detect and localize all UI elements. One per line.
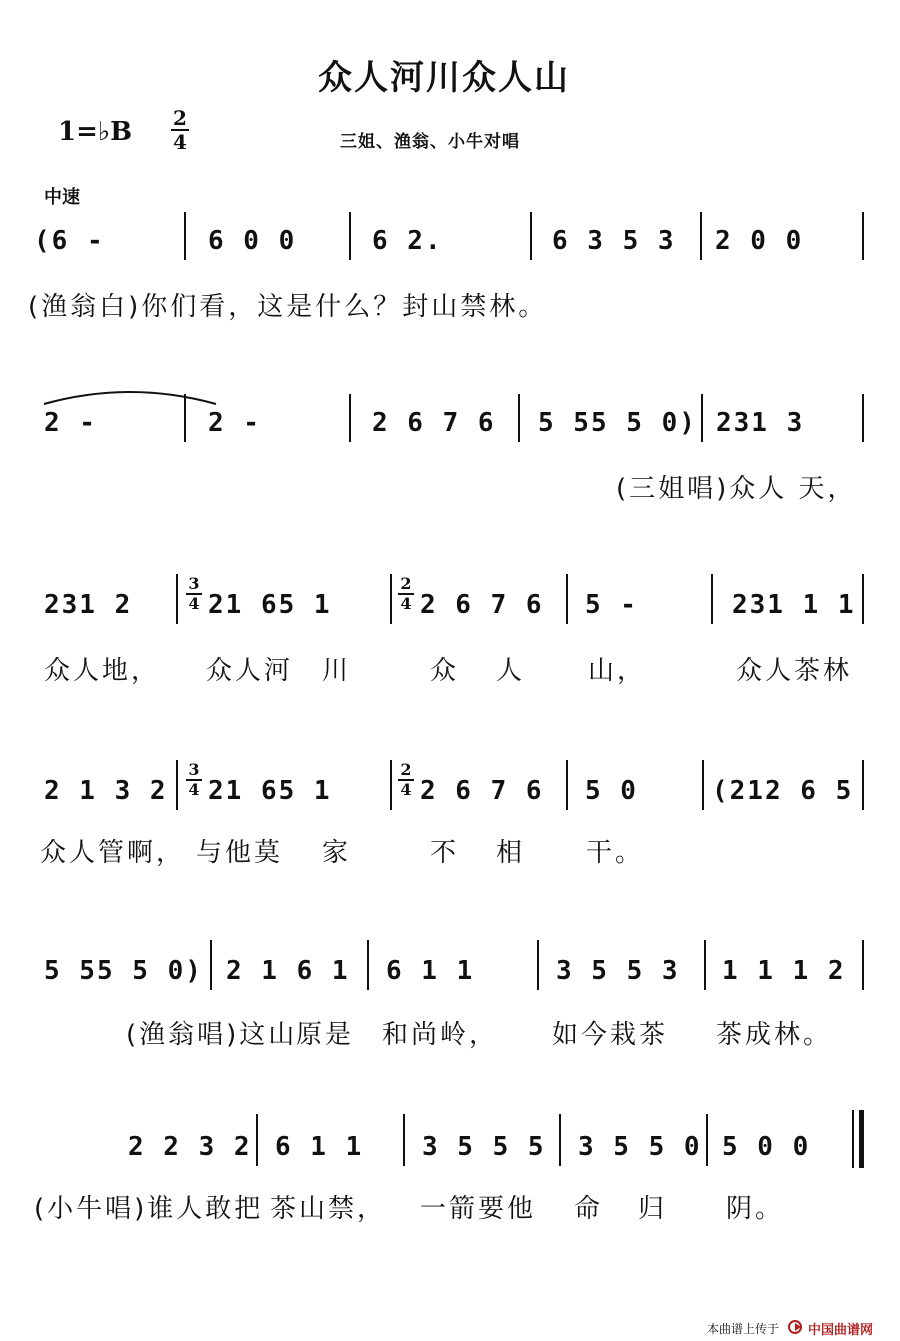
- measure-5-4: 3 5 5 3: [556, 956, 680, 986]
- lyric-word: 山，: [588, 656, 647, 686]
- measure-2-4: 5 55 5 0): [538, 408, 697, 438]
- lyric-word: 众人管啊，: [40, 838, 186, 868]
- lyric-word: 不: [430, 838, 460, 868]
- meter-change: 3 4: [186, 576, 202, 612]
- measure-2-1: 2 -: [44, 408, 97, 438]
- measure-5-2: 2 1 6 1: [226, 956, 350, 986]
- measure-3-1: 231 2: [44, 590, 133, 620]
- barline: [256, 1114, 258, 1166]
- barline: [176, 574, 178, 624]
- site-brand-name[interactable]: 中国曲谱网: [808, 1323, 874, 1338]
- time-signature: [171, 108, 189, 152]
- barline: [704, 940, 706, 990]
- meter-change: 2 4: [398, 762, 414, 798]
- barline: [566, 574, 568, 624]
- lyric-word: 众人地，: [44, 656, 161, 686]
- meter-change: 3 4: [186, 762, 202, 798]
- lyric-line-2: (三姐唱)众人 天，: [616, 474, 857, 504]
- meter-change: 2 4: [398, 576, 414, 612]
- time-signature-top: 2: [173, 106, 187, 130]
- lyric-word: 归: [638, 1194, 668, 1224]
- lyric-word: 家: [322, 838, 352, 868]
- barline: [711, 574, 713, 624]
- lyric-word: 茶成林。: [716, 1020, 833, 1050]
- measure-1-3: 6 2.: [372, 226, 443, 256]
- barline: [390, 574, 392, 624]
- lyric-word: 一箭要他: [420, 1194, 537, 1224]
- lyric-word: 如今栽茶: [552, 1020, 669, 1050]
- measure-1-1: (6 -: [34, 226, 105, 256]
- measure-6-5: 5 0 0: [722, 1132, 811, 1162]
- barline: [530, 212, 532, 260]
- barline: [518, 394, 520, 442]
- lyric-word: 相: [496, 838, 526, 868]
- final-barline-thin: [852, 1110, 854, 1168]
- time-signature-bottom: 4: [173, 130, 187, 154]
- lyric-word: 人: [496, 656, 526, 686]
- slur: [40, 386, 220, 406]
- measure-6-4: 3 5 5 0: [578, 1132, 702, 1162]
- barline: [176, 760, 178, 810]
- upload-credit-text: 本曲谱上传于: [707, 1322, 780, 1336]
- lyric-word: 茶山禁，: [270, 1194, 387, 1224]
- barline: [184, 394, 186, 442]
- tempo-marking: 中速: [44, 187, 80, 208]
- lyric-line-1: (渔翁白)你们看，这是什么？封山禁林。: [28, 292, 548, 322]
- barline: [862, 760, 864, 810]
- barline: [403, 1114, 405, 1166]
- measure-3-3: 2 6 7 6: [420, 590, 544, 620]
- measure-5-3: 6 1 1: [386, 956, 475, 986]
- barline: [862, 574, 864, 624]
- performers-label: 三姐、渔翁、小牛对唱: [340, 132, 520, 152]
- lyric-word: 众人河: [206, 656, 294, 686]
- barline: [862, 394, 864, 442]
- key-signature: 1=♭B: [58, 117, 133, 147]
- measure-3-2: 21 65 1: [208, 590, 332, 620]
- barline: [537, 940, 539, 990]
- measure-5-1: 5 55 5 0): [44, 956, 203, 986]
- barline: [862, 212, 864, 260]
- barline: [701, 394, 703, 442]
- lyric-word: 阴。: [726, 1194, 785, 1224]
- barline: [706, 1114, 708, 1166]
- lyric-word: 与他莫: [196, 838, 284, 868]
- measure-3-5: 231 1 1: [732, 590, 856, 620]
- measure-4-4: 5 0: [585, 776, 638, 806]
- measure-4-3: 2 6 7 6: [420, 776, 544, 806]
- measure-6-1: 2 2 3 2: [128, 1132, 252, 1162]
- measure-4-1: 2 1 3 2: [44, 776, 168, 806]
- measure-3-4: 5 -: [585, 590, 638, 620]
- measure-2-2: 2 -: [208, 408, 261, 438]
- site-logo-icon: [788, 1320, 806, 1334]
- barline: [184, 212, 186, 260]
- barline: [559, 1114, 561, 1166]
- barline: [349, 212, 351, 260]
- measure-1-5: 2 0 0: [715, 226, 804, 256]
- measure-2-3: 2 6 7 6: [372, 408, 496, 438]
- measure-6-2: 6 1 1: [275, 1132, 364, 1162]
- measure-4-2: 21 65 1: [208, 776, 332, 806]
- barline: [210, 940, 212, 990]
- measure-4-5: (212 6 5: [712, 776, 854, 806]
- barline: [566, 760, 568, 810]
- barline: [367, 940, 369, 990]
- barline: [349, 394, 351, 442]
- lyric-word: 干。: [586, 838, 645, 868]
- measure-6-3: 3 5 5 5: [422, 1132, 546, 1162]
- measure-2-5: 231 3: [716, 408, 805, 438]
- lyric-word: (小牛唱)谁人敢把: [34, 1194, 264, 1224]
- measure-1-4: 6 3 5 3: [552, 226, 676, 256]
- lyric-word: 众: [430, 656, 460, 686]
- lyric-word: 川: [322, 656, 352, 686]
- lyric-word: (渔翁唱)这山: [126, 1020, 298, 1050]
- measure-5-5: 1 1 1 2: [722, 956, 846, 986]
- barline: [700, 212, 702, 260]
- barline: [390, 760, 392, 810]
- lyric-word: 原是: [296, 1020, 355, 1050]
- barline: [862, 940, 864, 990]
- lyric-word: 和尚岭，: [382, 1020, 499, 1050]
- final-barline-thick: [859, 1110, 864, 1168]
- song-title: 众人河川众人山: [318, 58, 570, 98]
- measure-1-2: 6 0 0: [208, 226, 297, 256]
- lyric-word: 命: [574, 1194, 604, 1224]
- lyric-word: 众人茶林: [736, 656, 853, 686]
- barline: [702, 760, 704, 810]
